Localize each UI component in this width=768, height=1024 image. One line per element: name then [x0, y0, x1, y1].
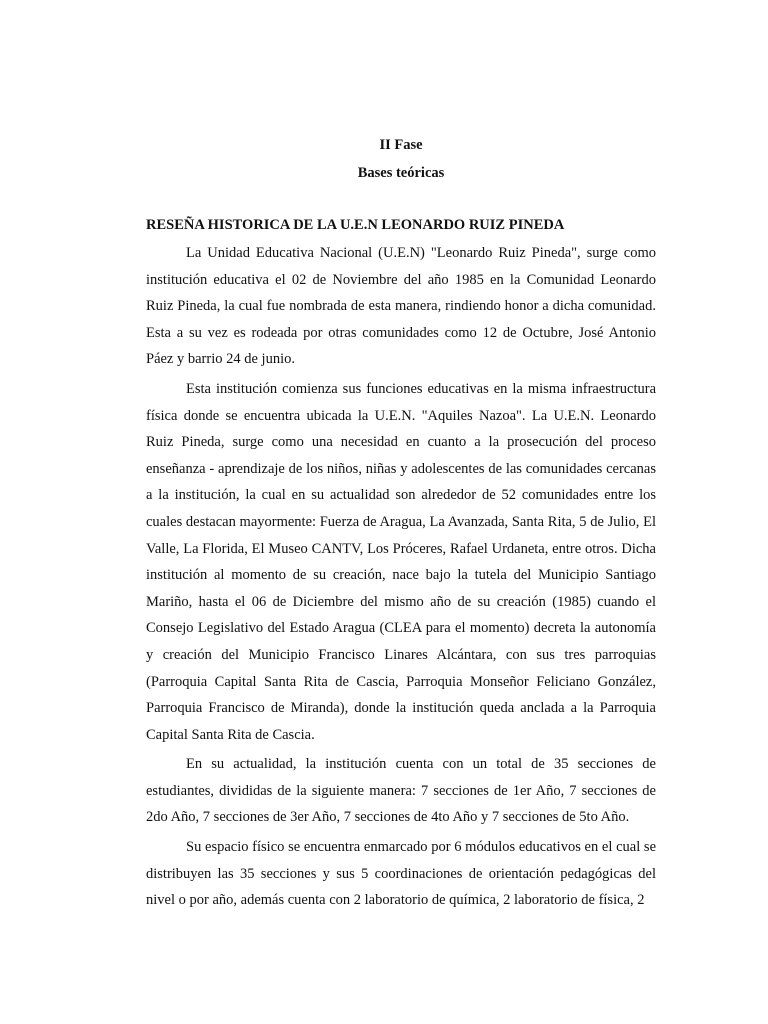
phase-heading: II Fase: [379, 137, 423, 153]
paragraph-1: La Unidad Educativa Nacional (U.E.N) "Leonardo Ruiz Pineda", surge como institución educativa el 02 de Noviembre del año 1985 en la Comunidad Leonardo Ruiz Pineda, la cual fue nombrada de esta manera, rindiendo honor a dicha comunidad. Esta a su vez es rodeada por otras comunidades como 12 de Octubre, José Antonio Páez y barrio 24 de junio.: [146, 245, 656, 368]
body-text: [146, 240, 656, 917]
paragraph-3: En su actualidad, la institución cuenta con un total de 35 secciones de estudiantes, divididas de la siguiente manera: 7 secciones de 1er Año, 7 secciones de 2do Año, 7 secciones de 3er Año, 7 secciones de 4to Año y 7 secciones de 5to Año.: [146, 756, 656, 826]
paragraph-2: Esta institución comienza sus funciones educativas en la misma infraestructura física donde se encuentra ubicada la U.E.N. "Aquiles Nazoa". La U.E.N. Leonardo Ruiz Pineda, surge como una necesidad en cuanto a la prosecución del proceso enseñanza - aprendizaje de los niños, niñas y adolescentes de las comunidades cercanas a la institución, la cual en su actualidad son alrededor de 52 comunidades entre los cuales destacan mayormente: Fuerza de Aragua, La Avanzada, Santa Rita, 5 de Julio, El Valle, La Florida, El Museo CANTV, Los Próceres, Rafael Urdaneta, entre otros. Dicha institución al momento de su creación, nace bajo la tutela del Municipio Santiago Mariño, hasta el 06 de Diciembre del mismo año de su creación (1985) cuando el Consejo Legislativo del Estado Aragua (CLEA para el momento) decreta la autonomía y creación del Municipio Francisco Linares Alcántara, con sus tres parroquias (Parroquia Capital Santa Rita de Cascia, Parroquia Monseñor Feliciano González, Parroquia Francisco de Miranda), donde la institución queda anclada a la Parroquia Capital Santa Rita de Cascia.: [146, 380, 656, 743]
paragraph-4: Su espacio físico se encuentra enmarcado por 6 módulos educativos en el cual se distribuyen las 35 secciones y sus 5 coordinaciones de orientación pedagógicas del nivel o por año, además cuenta con 2 laboratorio de química, 2 laboratorio de física, 2: [146, 839, 656, 909]
subtitle-heading: Bases teóricas: [357, 165, 445, 181]
section-title: RESEÑA HISTORICA DE LA U.E.N LEONARDO RUIZ PINEDA: [146, 217, 565, 233]
